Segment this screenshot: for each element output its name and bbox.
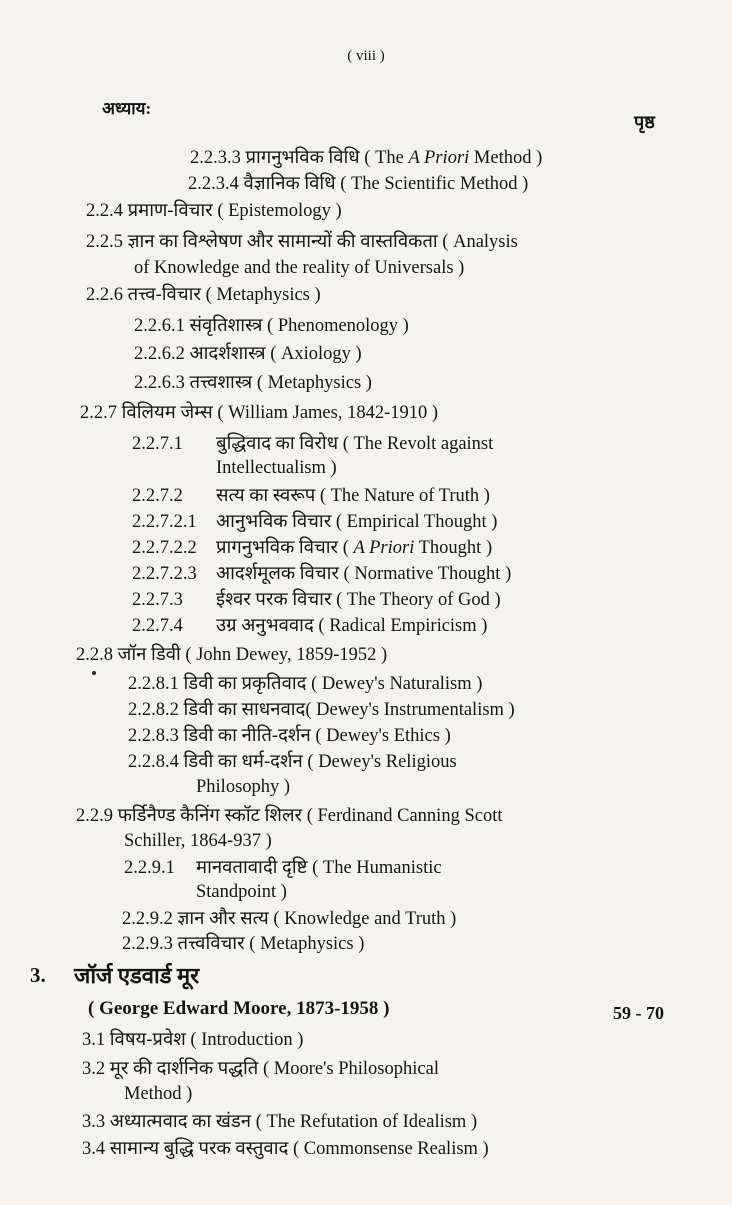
toc-entry-text: सत्य का स्वरूप ( The Nature of Truth ) [216, 486, 490, 506]
toc-entry-number: 2.2.4 [86, 201, 123, 221]
toc-entry-number: 2.2.7.3 [132, 590, 183, 610]
chapter-number: 3. [30, 963, 46, 987]
toc-entry-text: डिवी का प्रकृतिवाद ( Dewey's Naturalism ) [183, 674, 483, 694]
toc-entry-continuation [216, 457, 337, 479]
toc-entry [76, 644, 387, 666]
toc-entry [134, 372, 372, 394]
toc-entry-text: of Knowledge and the reality of Universals ) [134, 258, 465, 278]
toc-entry-continuation [196, 881, 287, 903]
toc-entry [122, 908, 456, 930]
toc-entry-number: 2.2.7.1 [132, 434, 183, 454]
toc-entry-number: 2.2.6.1 [134, 316, 185, 336]
toc-entry-number: 2.2.8.2 [128, 700, 179, 720]
toc-entry-text: विलियम जेम्स ( William James, 1842-1910 ) [121, 403, 439, 423]
toc-entry [132, 537, 492, 559]
toc-entry-italic: A Priori [353, 538, 415, 558]
toc-entry-number: 2.2.9 [76, 806, 113, 826]
toc-entry [124, 857, 442, 879]
toc-entry-number: 2.2.8 [76, 645, 113, 665]
toc-entry [86, 231, 518, 253]
toc-entry-number: 2.2.7.2.2 [132, 538, 197, 558]
toc-entry-text: Intellectualism ) [216, 458, 337, 478]
toc-entry [132, 433, 493, 455]
toc-entry-text: Method ) [124, 1084, 193, 1104]
toc-entry-text: अध्यात्मवाद का खंडन ( The Refutation of Idealism ) [109, 1112, 478, 1132]
toc-entry-text: तत्त्व-विचार ( Metaphysics ) [127, 285, 321, 305]
toc-entry-continuation [124, 1083, 192, 1105]
toc-entry-number: 2.2.8.1 [128, 674, 179, 694]
toc-entry-number: 2.2.9.3 [122, 934, 173, 954]
toc-entry-number: 2.2.7 [80, 403, 117, 423]
toc-entry [190, 147, 542, 169]
toc-entry-text: डिवी का नीति-दर्शन ( Dewey's Ethics ) [183, 726, 451, 746]
chapter-column-header: अध्याय: [102, 99, 152, 118]
chapter-page-range: 59 - 70 [613, 1003, 664, 1023]
toc-entry-italic: A Priori [408, 148, 470, 168]
toc-entry-number: 2.2.9.1 [124, 858, 175, 878]
toc-entry-number: 2.2.7.2 [132, 486, 183, 506]
toc-entry [86, 200, 342, 222]
toc-entry [128, 699, 515, 721]
toc-entry [128, 751, 457, 773]
toc-entry-text-after: Method ) [469, 148, 543, 168]
toc-entry-text: आदर्शशास्त्र ( Axiology ) [189, 344, 362, 364]
toc-entry-text: उग्र अनुभववाद ( Radical Empiricism ) [216, 616, 488, 636]
toc-entry-number: 2.2.7.4 [132, 616, 183, 636]
toc-entry-number: 2.2.5 [86, 232, 123, 252]
toc-entry-number: 2.2.6.2 [134, 344, 185, 364]
toc-entry-number: 2.2.3.4 [188, 174, 239, 194]
page-column-header: पृष्ठ [634, 112, 655, 132]
toc-entry-number: 2.2.6 [86, 285, 123, 305]
toc-entry-text: डिवी का साधनवाद( Dewey's Instrumentalism ) [183, 700, 515, 720]
toc-entry-text: मानवतावादी दृष्टि ( The Humanistic [196, 858, 442, 878]
toc-entry [82, 1029, 303, 1051]
toc-entry [82, 1138, 489, 1160]
toc-entry-text: प्रागनुभविक विचार ( [216, 538, 354, 558]
toc-entry-text: प्रमाण-विचार ( Epistemology ) [127, 201, 342, 221]
toc-entry-text: डिवी का धर्म-दर्शन ( Dewey's Religious [183, 752, 457, 772]
toc-entry-text: ज्ञान का विश्लेषण और सामान्यों की वास्तविकता ( Analysis [127, 232, 518, 252]
toc-entry-text: तत्त्वविचार ( Metaphysics ) [177, 934, 365, 954]
toc-entry-text: बुद्धिवाद का विरोध ( The Revolt against [216, 434, 494, 454]
toc-entry [132, 563, 511, 585]
toc-entry-text: आनुभविक विचार ( Empirical Thought ) [216, 512, 498, 532]
toc-entry-text: मूर की दार्शनिक पद्धति ( Moore's Philosophical [109, 1059, 439, 1079]
toc-entry [122, 933, 364, 955]
toc-entry-text: ज्ञान और सत्य ( Knowledge and Truth ) [177, 909, 457, 929]
toc-entry-text: वैज्ञानिक विधि ( The Scientific Method ) [243, 174, 529, 194]
toc-entry [188, 173, 528, 195]
toc-entry [132, 485, 490, 507]
toc-entry-number: 2.2.9.2 [122, 909, 173, 929]
toc-entry-text: प्रागनुभविक विधि ( The [245, 148, 409, 168]
toc-entry-text: सामान्य बुद्धि परक वस्तुवाद ( Commonsense Realism ) [109, 1139, 489, 1159]
toc-entry-number: 3.2 [82, 1059, 106, 1079]
toc-entry [134, 343, 362, 365]
toc-entry-text-after: Thought ) [414, 538, 493, 558]
chapter-title-hindi: जॉर्ज एडवार्ड मूर [74, 963, 200, 988]
toc-entry-number: 2.2.7.2.3 [132, 564, 197, 584]
toc-entry [132, 615, 487, 637]
chapter-title-english: ( George Edward Moore, 1873-1958 ) [88, 998, 390, 1019]
toc-entry [132, 511, 497, 533]
toc-entry-text: Standpoint ) [196, 882, 287, 902]
toc-entry-number: 3.1 [82, 1030, 106, 1050]
toc-entry [134, 315, 409, 337]
toc-entry-text: विषय-प्रवेश ( Introduction ) [109, 1030, 304, 1050]
page-number: ( viii ) [347, 48, 385, 64]
toc-entry [128, 725, 451, 747]
toc-entry-text: ईश्वर परक विचार ( The Theory of God ) [216, 590, 501, 610]
toc-entry-text: Schiller, 1864-937 ) [124, 831, 272, 851]
toc-entry-number: 2.2.7.2.1 [132, 512, 197, 532]
toc-entry [82, 1058, 439, 1080]
toc-entry-number: 3.3 [82, 1112, 106, 1132]
toc-entry-text: Philosophy ) [196, 777, 291, 797]
toc-entry [76, 805, 502, 827]
toc-entry-text: फर्डिनैण्ड कैनिंग स्कॉट शिलर ( Ferdinand Canning Scott [117, 806, 503, 826]
toc-entry [80, 402, 438, 424]
toc-entry-text: संवृतिशास्त्र ( Phenomenology ) [189, 316, 409, 336]
toc-entry-number: 3.4 [82, 1139, 106, 1159]
toc-entry-number: 2.2.8.4 [128, 752, 179, 772]
toc-entry [82, 1111, 477, 1133]
toc-entry-number: 2.2.8.3 [128, 726, 179, 746]
toc-entry-number: 2.2.6.3 [134, 373, 185, 393]
toc-entry [132, 589, 501, 611]
bullet-dot [92, 671, 96, 675]
toc-entry-text: तत्त्वशास्त्र ( Metaphysics ) [189, 373, 372, 393]
toc-entry [86, 284, 321, 306]
toc-entry [128, 673, 482, 695]
toc-entry-text: जॉन डिवी ( John Dewey, 1859-1952 ) [117, 645, 388, 665]
toc-entry-continuation [196, 776, 290, 798]
toc-entry-number: 2.2.3.3 [190, 148, 241, 168]
toc-entry-continuation [134, 257, 464, 279]
toc-entry-text: आदर्शमूलक विचार ( Normative Thought ) [216, 564, 512, 584]
toc-entry-continuation [124, 830, 272, 852]
